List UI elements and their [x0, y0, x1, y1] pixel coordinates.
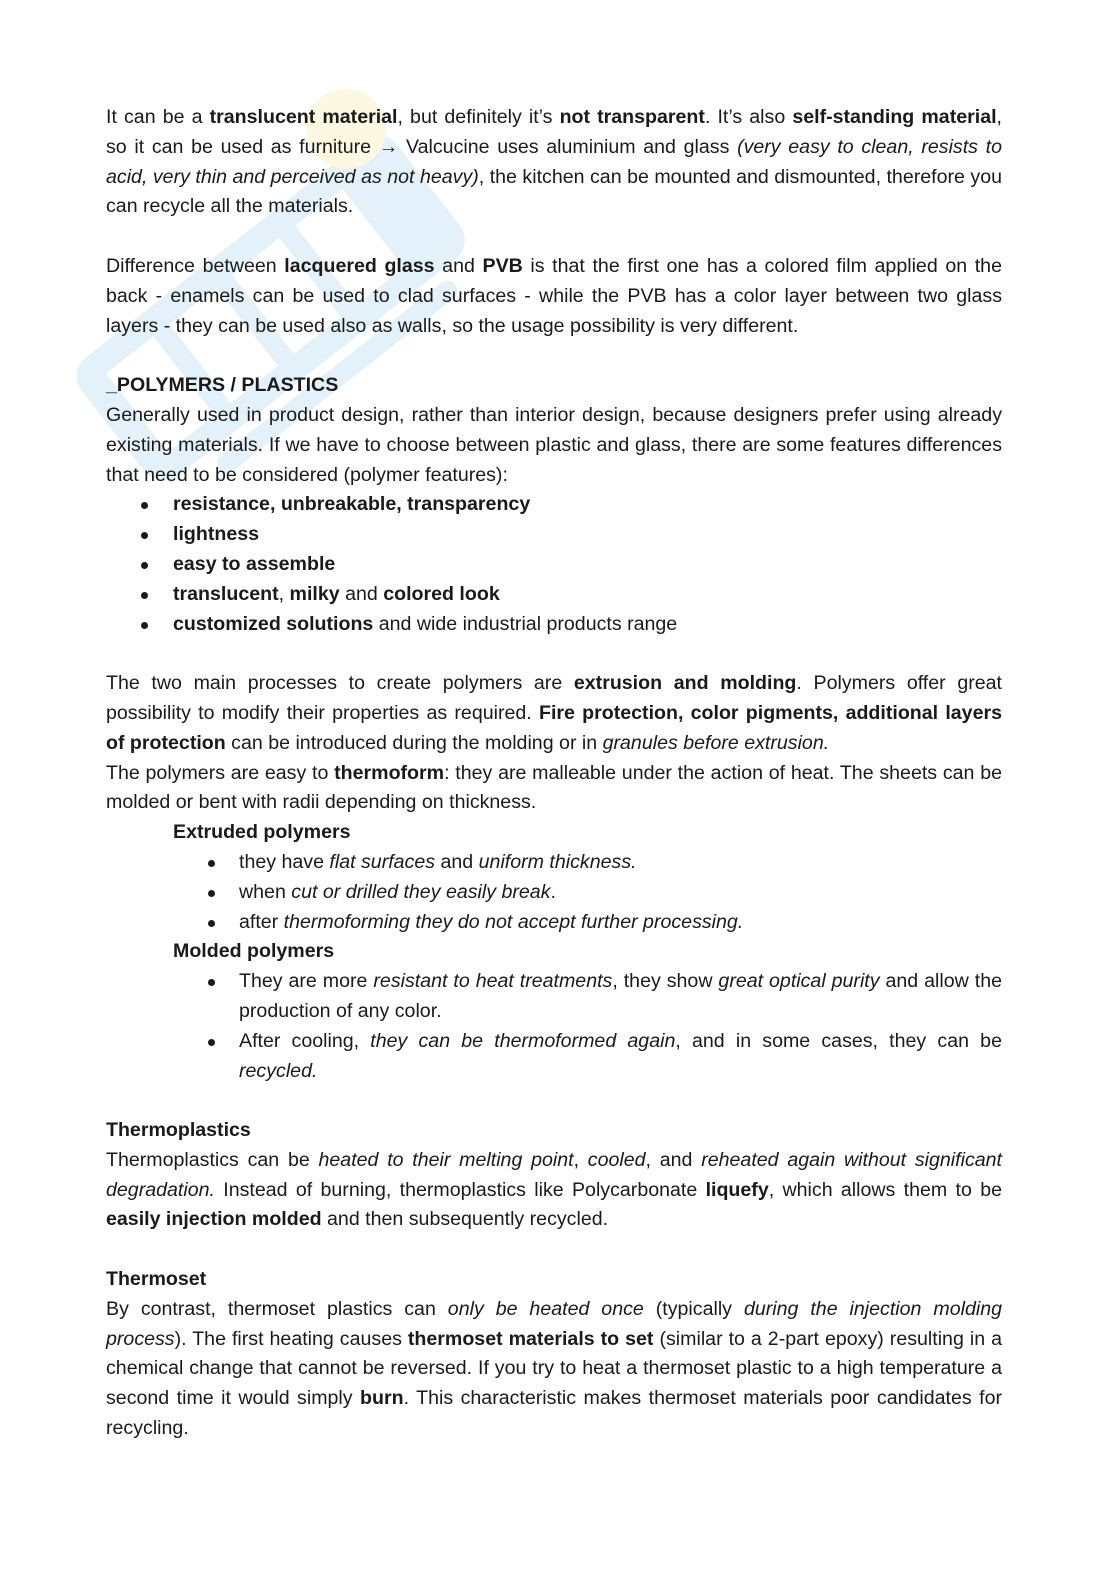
list-item: translucent, milky and colored look: [106, 580, 1002, 610]
paragraph-glass-material: It can be a translucent material, but definitely it’s not transparent. It’s also self-standing material, so it can be used as furniture → Valcucine uses aluminium and glass (very easy to clean, resists to acid, very thin and perceived as not heavy), the kitchen can be mounted and dismounted, therefore you can recycle all the materials.: [106, 106, 1002, 218]
paragraph-thermoplastics: Thermoplastics can be heated to their melting point, cooled, and reheated again without significant degradation. Instead of burning, thermoplastics like Polycarbonate liquefy, which allows them to be easily injection molded and then subsequently recycled.: [106, 1148, 1002, 1231]
extruded-polymers-list: [106, 848, 1002, 937]
list-item: easy to assemble: [106, 550, 1002, 580]
paragraph-polymer-processes: The two main processes to create polymers are extrusion and molding. Polymers offer great possibility to modify their properties as required. Fire protection, color pigments, additional layers of protection can be introduced during the molding or in granules before extrusion.: [106, 672, 1002, 754]
section-title-thermoset: Thermoset: [106, 1268, 207, 1291]
list-item: customized solutions and wide industrial products range: [106, 610, 1002, 640]
paragraph-thermoset: By contrast, thermoset plastics can only be heated once (typically during the injection molding process). The first heating causes thermoset materials to set (similar to a 2-part epoxy) resulting in a chemical change that cannot be reversed. If you try to heat a thermoset plastic to a high temperature a second time it would simply burn. This characteristic makes thermoset materials poor candidates for recycling.: [106, 1297, 1002, 1440]
list-item: they have flat surfaces and uniform thickness.: [106, 848, 1002, 878]
subheading-extruded-polymers: Extruded polymers: [173, 821, 351, 844]
document-page: [106, 103, 1002, 1444]
list-item: They are more resistant to heat treatments, they show great optical purity and allow the production of any color.: [106, 967, 1002, 1027]
paragraph-polymers-intro: Generally used in product design, rather than interior design, because designers prefer using already existing materials. If we have to choose between plastic and glass, there are some features differences that need to be considered (polymer features):: [106, 403, 1002, 486]
paragraph-lacquered-vs-pvb: Difference between lacquered glass and PVB is that the first one has a colored film applied on the back - enamels can be used to clad surfaces - while the PVB has a color layer between two glass layers - they can be used also as walls, so the usage possibility is very different.: [106, 254, 1002, 337]
list-item: after thermoforming they do not accept further processing.: [106, 908, 1002, 938]
subheading-molded-polymers: Molded polymers: [173, 940, 335, 963]
list-item: lightness: [106, 520, 1002, 550]
section-title-polymers: _POLYMERS / PLASTICS: [106, 374, 339, 397]
polymer-features-list: [106, 490, 1002, 639]
list-item: After cooling, they can be thermoformed again, and in some cases, they can be recycled.: [106, 1027, 1002, 1087]
molded-polymers-list: [106, 967, 1002, 1086]
list-item: when cut or drilled they easily break.: [106, 878, 1002, 908]
section-title-thermoplastics: Thermoplastics: [106, 1119, 251, 1142]
list-item: resistance, unbreakable, transparency: [106, 490, 1002, 520]
paragraph-thermoform: The polymers are easy to thermoform: they are malleable under the action of heat. The sheets can be molded or bent with radii depending on thickness.: [106, 761, 1002, 814]
